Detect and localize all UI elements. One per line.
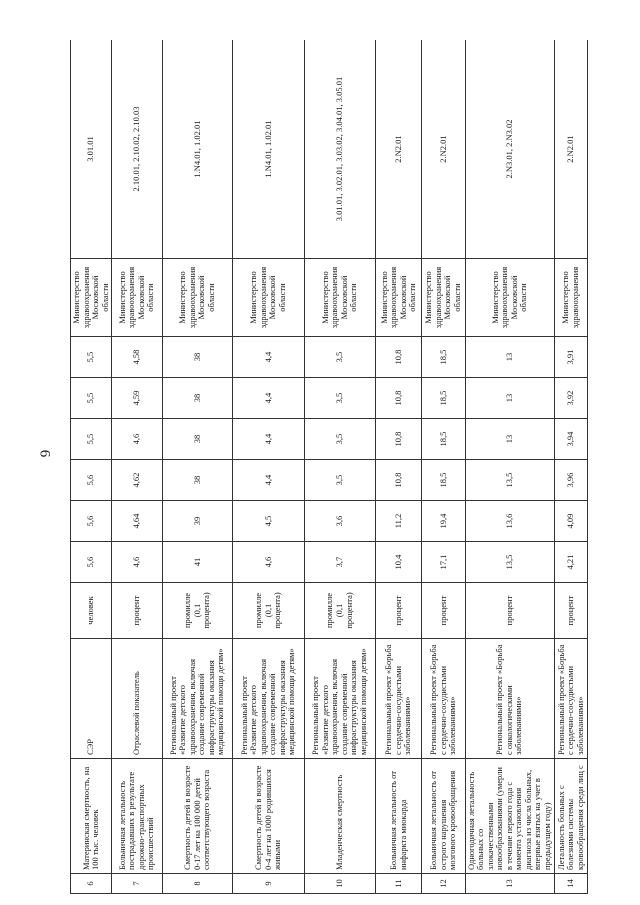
cell-source: СЭР — [71, 639, 112, 759]
cell-number: 10 — [304, 874, 375, 894]
cell-value: 4,5 — [233, 501, 304, 542]
cell-value: 4,21 — [554, 542, 587, 583]
cell-value: 5,6 — [71, 501, 112, 542]
cell-links: 2.N3.01, 2.N3.02 — [465, 40, 554, 259]
cell-number: 11 — [375, 874, 421, 894]
cell-value: 4,6 — [233, 542, 304, 583]
cell-value: 11,2 — [375, 501, 421, 542]
cell-responsible: Министерство здравоохранения Московской области — [375, 259, 421, 337]
cell-value: 5,5 — [71, 337, 112, 378]
cell-responsible: Министерство здравоохранения Московской области — [422, 259, 465, 337]
cell-value: 5,6 — [71, 542, 112, 583]
cell-indicator-name: Смертность детей в возрасте 0-4 лет на 1000 родившихся живыми — [233, 759, 304, 874]
cell-responsible: Министерство здравоохранения Московской области — [233, 259, 304, 337]
cell-links: 1.N4.01, 1.02.01 — [162, 40, 232, 259]
cell-number: 6 — [71, 874, 112, 894]
cell-source: Региональный проект «Борьба с сердечно-сосудистыми заболеваниями» — [554, 639, 587, 759]
cell-unit: процент — [422, 583, 465, 639]
cell-value: 3,5 — [304, 460, 375, 501]
cell-responsible: Министерство здравоохранения Московской области — [112, 259, 162, 337]
cell-value: 3,6 — [304, 501, 375, 542]
cell-value: 3,5 — [304, 378, 375, 419]
cell-links: 2.N2.01 — [554, 40, 587, 259]
table-row — [304, 40, 375, 894]
cell-value: 17,1 — [422, 542, 465, 583]
cell-value: 4,59 — [112, 378, 162, 419]
cell-value: 3,96 — [554, 460, 587, 501]
cell-value: 4,09 — [554, 501, 587, 542]
cell-value: 3,7 — [304, 542, 375, 583]
cell-indicator-name: Одногодичная летальность больных со злокачественными новообразованиями (умерли в течение первого года с момента установления диагноза из числа больных, впервые взятых на учет в предыдущем году) — [465, 759, 554, 874]
cell-number: 7 — [112, 874, 162, 894]
cell-value: 38 — [162, 460, 232, 501]
cell-value: 4,4 — [233, 460, 304, 501]
cell-responsible: Министерство здравоохранения Московской области — [304, 259, 375, 337]
cell-value: 5,6 — [71, 460, 112, 501]
cell-source: Региональный проект «Развитие детского здравоохранения, включая создание современной инфраструктуры оказания медицинской помощи детям» — [162, 639, 232, 759]
cell-value: 19,4 — [422, 501, 465, 542]
cell-source: Региональный проект «Борьба с сердечно-сосудистыми заболеваниями» — [422, 639, 465, 759]
cell-value: 3,5 — [304, 419, 375, 460]
cell-value: 4,6 — [112, 419, 162, 460]
cell-value: 4,58 — [112, 337, 162, 378]
cell-value: 10,8 — [375, 419, 421, 460]
cell-links: 1.N4.01, 1.02.01 — [233, 40, 304, 259]
cell-value: 38 — [162, 378, 232, 419]
cell-value: 3,5 — [304, 337, 375, 378]
table-row — [233, 40, 304, 894]
cell-unit: промилле (0,1 процента) — [304, 583, 375, 639]
cell-responsible: Министерство здравоохранения Московской области — [162, 259, 232, 337]
cell-value: 4,4 — [233, 337, 304, 378]
cell-value: 13,6 — [465, 501, 554, 542]
cell-value: 5,5 — [71, 419, 112, 460]
table-body — [71, 40, 588, 894]
cell-number: 9 — [233, 874, 304, 894]
cell-unit: промилле (0,1 процента) — [233, 583, 304, 639]
cell-responsible: Министерство здравоохранения — [554, 259, 587, 337]
cell-value: 13 — [465, 337, 554, 378]
table-row — [465, 40, 554, 894]
cell-number: 8 — [162, 874, 232, 894]
cell-value: 10,4 — [375, 542, 421, 583]
table-row — [162, 40, 232, 894]
cell-value: 5,5 — [71, 378, 112, 419]
cell-links: 2.N2.01 — [375, 40, 421, 259]
cell-indicator-name: Смертность детей в возрасте 0-17 лет на 100 000 детей соответствующего возраста — [162, 759, 232, 874]
cell-value: 10,8 — [375, 460, 421, 501]
cell-links: 3.01.01, 3.02.01, 3.03.02, 3.04.01, 3.05.01 — [304, 40, 375, 259]
cell-unit: процент — [554, 583, 587, 639]
cell-value: 4,4 — [233, 419, 304, 460]
cell-value: 4,6 — [112, 542, 162, 583]
cell-value: 3,94 — [554, 419, 587, 460]
cell-value: 10,8 — [375, 337, 421, 378]
cell-unit: процент — [375, 583, 421, 639]
cell-source: Региональный проект «Развитие детского здравоохранения, включая создание современной инфраструктуры оказания медицинской помощи детям» — [233, 639, 304, 759]
cell-value: 13,5 — [465, 542, 554, 583]
table-row — [375, 40, 421, 894]
cell-source: Региональный проект «Борьба с сердечно-сосудистыми заболеваниями» — [375, 639, 421, 759]
cell-unit: процент — [465, 583, 554, 639]
cell-value: 4,4 — [233, 378, 304, 419]
cell-value: 38 — [162, 337, 232, 378]
cell-value: 18,5 — [422, 378, 465, 419]
cell-value: 18,5 — [422, 460, 465, 501]
cell-responsible: Министерство здравоохранения Московской области — [465, 259, 554, 337]
cell-value: 13,5 — [465, 460, 554, 501]
page-number: 6 — [36, 449, 53, 458]
cell-value: 3,92 — [554, 378, 587, 419]
cell-number: 12 — [422, 874, 465, 894]
cell-value: 41 — [162, 542, 232, 583]
cell-value: 4,64 — [112, 501, 162, 542]
cell-indicator-name: Больничная летальность от острого нарушения мозгового кровообращения — [422, 759, 465, 874]
cell-unit: процент — [112, 583, 162, 639]
cell-value: 18,5 — [422, 337, 465, 378]
cell-value: 18,5 — [422, 419, 465, 460]
cell-unit: промилле (0,1 процента) — [162, 583, 232, 639]
table-row — [554, 40, 587, 894]
cell-links: 2.10.01, 2.10.02, 2.10.03 — [112, 40, 162, 259]
cell-unit: человек — [71, 583, 112, 639]
cell-value: 38 — [162, 419, 232, 460]
cell-value: 39 — [162, 501, 232, 542]
cell-value: 10,8 — [375, 378, 421, 419]
cell-indicator-name: Материнская смертность, на 100 тыс. человек — [71, 759, 112, 874]
table-row — [112, 40, 162, 894]
indicator-table — [70, 40, 588, 894]
cell-value: 13 — [465, 419, 554, 460]
cell-source: Отраслевой показатель — [112, 639, 162, 759]
cell-value: 3,91 — [554, 337, 587, 378]
cell-number: 13 — [465, 874, 554, 894]
cell-value: 4,62 — [112, 460, 162, 501]
cell-indicator-name: Больничная летальность от инфаркта миокарда — [375, 759, 421, 874]
cell-links: 2.N2.01 — [422, 40, 465, 259]
indicator-table-wrapper — [70, 40, 588, 894]
cell-value: 13 — [465, 378, 554, 419]
table-row — [71, 40, 112, 894]
cell-indicator-name: Больничная летальность пострадавших в результате дорожно-транспортных происшествий — [112, 759, 162, 874]
cell-indicator-name: Младенческая смертность — [304, 759, 375, 874]
cell-source: Региональный проект «Развитие детского здравоохранения, включая создание современной инфраструктуры оказания медицинской помощи детям» — [304, 639, 375, 759]
table-row — [422, 40, 465, 894]
cell-source: Региональный проект «Борьба с онкологическими заболеваниями» — [465, 639, 554, 759]
cell-indicator-name: Летальность больных с болезнями системы кровообращения среди лиц с — [554, 759, 587, 874]
cell-number: 14 — [554, 874, 587, 894]
cell-links: 3.01.01 — [71, 40, 112, 259]
cell-responsible: Министерство здравоохранения Московской области — [71, 259, 112, 337]
